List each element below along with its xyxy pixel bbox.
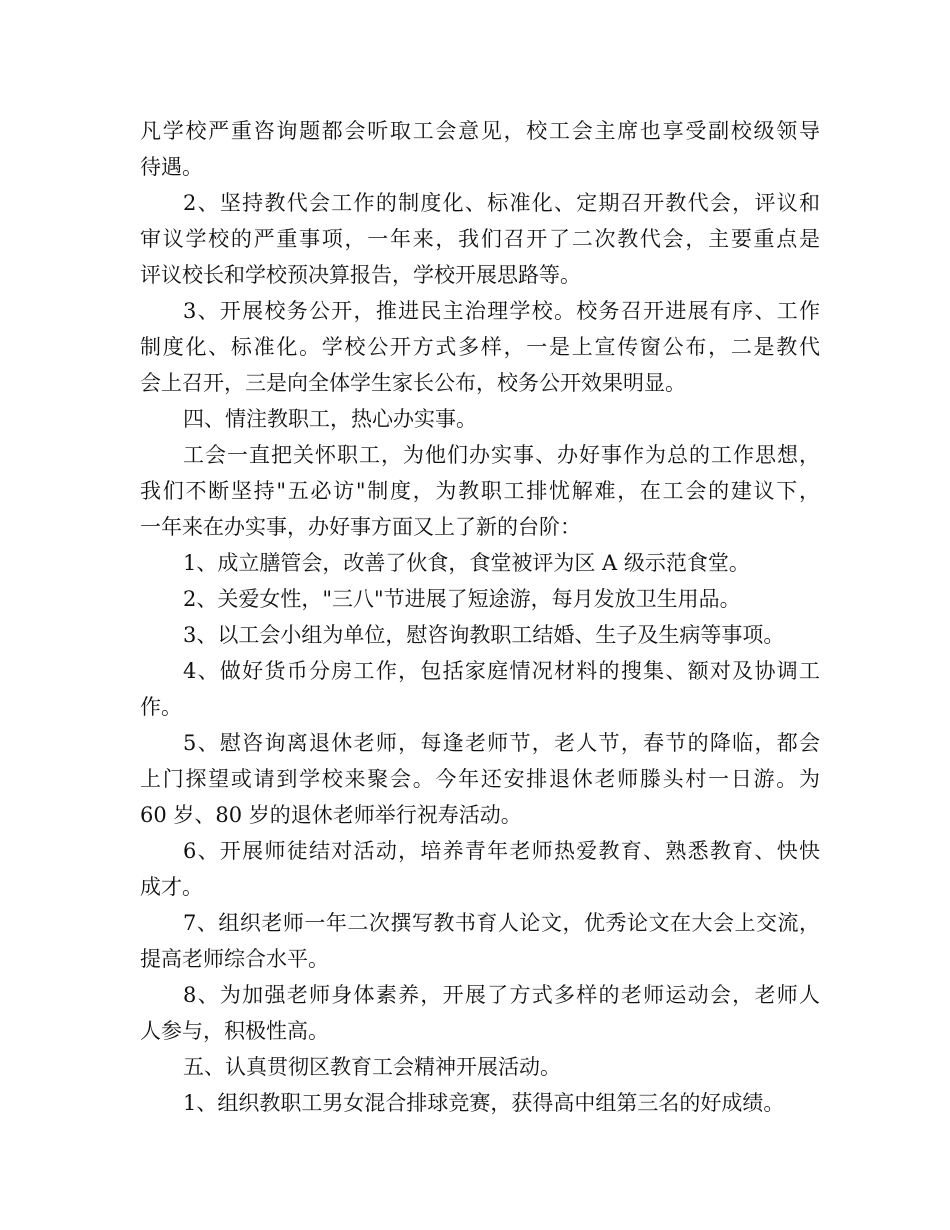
text-line: 2、坚持教代会工作的制度化、标准化、定期召开教代会，评议和 xyxy=(183,191,820,215)
text-line: 评议校长和学校预决算报告，学校开展思路等。 xyxy=(140,263,581,287)
text-line: 1、组织教职工男女混合排球竞赛，获得高中组第三名的好成绩。 xyxy=(183,1091,785,1115)
text-line: 6、开展师徒结对活动，培养青年老师热爱教育、熟悉教育、快快 xyxy=(183,839,820,863)
text-line: 我们不断坚持"五必访"制度，为教职工排忧解难，在工会的建议下， xyxy=(140,479,820,503)
text-line: 制度化、标准化。学校公开方式多样，一是上宣传窗公布，二是教代 xyxy=(140,335,820,359)
text-line: 人参与，积极性高。 xyxy=(140,1019,329,1043)
text-line: 8、为加强老师身体素养，开展了方式多样的老师运动会，老师人 xyxy=(183,983,820,1007)
text-line: 作。 xyxy=(140,695,182,719)
text-line: 审议学校的严重事项，一年来，我们召开了二次教代会，主要重点是 xyxy=(140,227,820,251)
text-line: 2、关爱女性，"三八"节进展了短途游，每月发放卫生用品。 xyxy=(183,587,741,611)
section-heading: 五、认真贯彻区教育工会精神开展活动。 xyxy=(183,1055,561,1079)
text-line: 会上召开，三是向全体学生家长公布，校务公开效果明显。 xyxy=(140,371,686,395)
text-line: 5、慰咨询离退休老师，每逢老师节，老人节，春节的降临，都会 xyxy=(183,731,820,755)
text-line: 3、开展校务公开，推进民主治理学校。校务召开进展有序、工作 xyxy=(183,299,820,323)
text-line: 待遇。 xyxy=(140,155,203,179)
text-line: 1、成立膳管会，改善了伙食，食堂被评为区 A 级示范食堂。 xyxy=(183,551,750,575)
text-line: 7、组织老师一年二次撰写教书育人论文，优秀论文在大会上交流， xyxy=(183,911,820,935)
text-line: 凡学校严重咨询题都会听取工会意见，校工会主席也享受副校级领导 xyxy=(140,119,820,143)
document-body xyxy=(140,113,820,1121)
text-line: 上门探望或请到学校来聚会。今年还安排退休老师滕头村一日游。为 xyxy=(140,767,820,791)
section-heading: 四、情注教职工，热心办实事。 xyxy=(183,407,477,431)
text-line: 一年来在办实事，办好事方面又上了新的台阶： xyxy=(140,515,581,539)
text-line: 60 岁、80 岁的退休老师举行祝寿活动。 xyxy=(140,803,522,827)
text-line: 4、做好货币分房工作，包括家庭情况材料的搜集、额对及协调工 xyxy=(183,659,820,683)
text-line: 提高老师综合水平。 xyxy=(140,947,329,971)
text-line: 成才。 xyxy=(140,875,203,899)
text-line: 3、以工会小组为单位，慰咨询教职工结婚、生子及生病等事项。 xyxy=(183,623,785,647)
text-line: 工会一直把关怀职工，为他们办实事、办好事作为总的工作思想， xyxy=(183,443,820,467)
